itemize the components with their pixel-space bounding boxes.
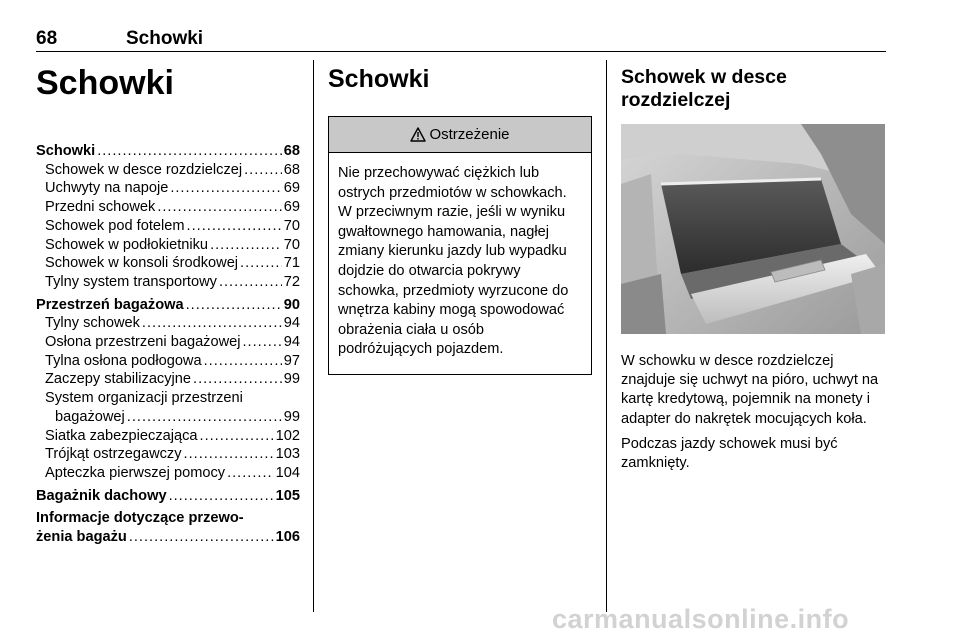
warning-text: Nie przechowywać ciężkich lub ostrych przedmiotów w schowkach. W przeciwnym razie, jeśli w wyniku gwałtownego hamowania, nagłej zmiany kierunku jazdy lub wypadku dojdzie do otwarcia pokrywy schowka, przedmioty wyrzucone do wnętrza kabiny mogą spowodować obrażenia ciała u osób podróżujących pojazdem.	[338, 165, 569, 358]
section-title: Schowek w desce rozdzielczej	[621, 66, 787, 111]
paragraph: W schowku w desce rozdzielczej znajduje się uchwyt na pióro, uchwyt na kartę kredytową, pojemnik na monety i adapter do nakrętek mocujących koła.	[621, 353, 879, 427]
column-divider	[313, 60, 314, 612]
toc-entry[interactable]: Schowek w konsoli środkowej ..... 71	[36, 254, 300, 273]
toc-entry[interactable]: Tylny system transportowy ..... 72	[36, 273, 300, 292]
paragraph: Podczas jazdy schowek musi być zamknięty.	[621, 435, 838, 472]
toc-entry[interactable]: Bagażnik dachowy ..... 105	[36, 487, 300, 506]
toc-entry-line[interactable]: Informacje dotyczące przewo-	[36, 510, 244, 527]
glovebox-photo	[621, 124, 885, 334]
table-of-contents	[36, 142, 300, 547]
toc-entry[interactable]: Schowek pod fotelem ..... 70	[36, 217, 300, 236]
running-title: Schowki	[126, 28, 204, 49]
warning-triangle-icon	[410, 127, 426, 142]
toc-entry[interactable]: Schowki ..... 68	[36, 142, 300, 161]
page-header	[36, 20, 886, 52]
toc-entry[interactable]: Apteczka pierwszej pomocy ..... 104	[36, 464, 300, 483]
toc-entry[interactable]: Schowek w podłokietniku ..... 70	[36, 236, 300, 255]
column-divider	[606, 60, 607, 612]
warning-header	[329, 117, 591, 153]
toc-entry[interactable]: Tylny schowek ..... 94	[36, 314, 300, 333]
toc-entry[interactable]: Siatka zabezpieczająca ..... 102	[36, 427, 300, 446]
section-title: Schowki	[328, 65, 430, 93]
toc-entry[interactable]: Przedni schowek ..... 69	[36, 198, 300, 217]
toc-entry-line[interactable]: System organizacji przestrzeni	[45, 390, 243, 407]
toc-entry[interactable]: Tylna osłona podłogowa ..... 97	[36, 352, 300, 371]
toc-entry[interactable]: Uchwyty na napoje ..... 69	[36, 179, 300, 198]
middle-column	[328, 60, 592, 375]
toc-entry[interactable]: Schowek w desce rozdzielczej ..... 68	[36, 161, 300, 180]
right-column	[621, 60, 885, 473]
warning-label: Ostrzeżenie	[429, 126, 510, 143]
toc-entry[interactable]: żenia bagażu ..... 106	[36, 528, 300, 547]
toc-entry[interactable]: Zaczepy stabilizacyjne ..... 99	[36, 370, 300, 389]
toc-entry[interactable]: Osłona przestrzeni bagażowej ..... 94	[36, 333, 300, 352]
chapter-title: Schowki	[36, 64, 174, 102]
warning-box	[328, 116, 592, 375]
toc-entry[interactable]: bagażowej ..... 99	[36, 408, 300, 427]
watermark: carmanualsonline.info	[552, 604, 850, 634]
toc-entry[interactable]: Trójkąt ostrzegawczy ..... 103	[36, 445, 300, 464]
toc-entry[interactable]: Przestrzeń bagażowa ..... 90	[36, 296, 300, 315]
page-number: 68	[36, 28, 58, 49]
chapter-column	[36, 60, 300, 547]
